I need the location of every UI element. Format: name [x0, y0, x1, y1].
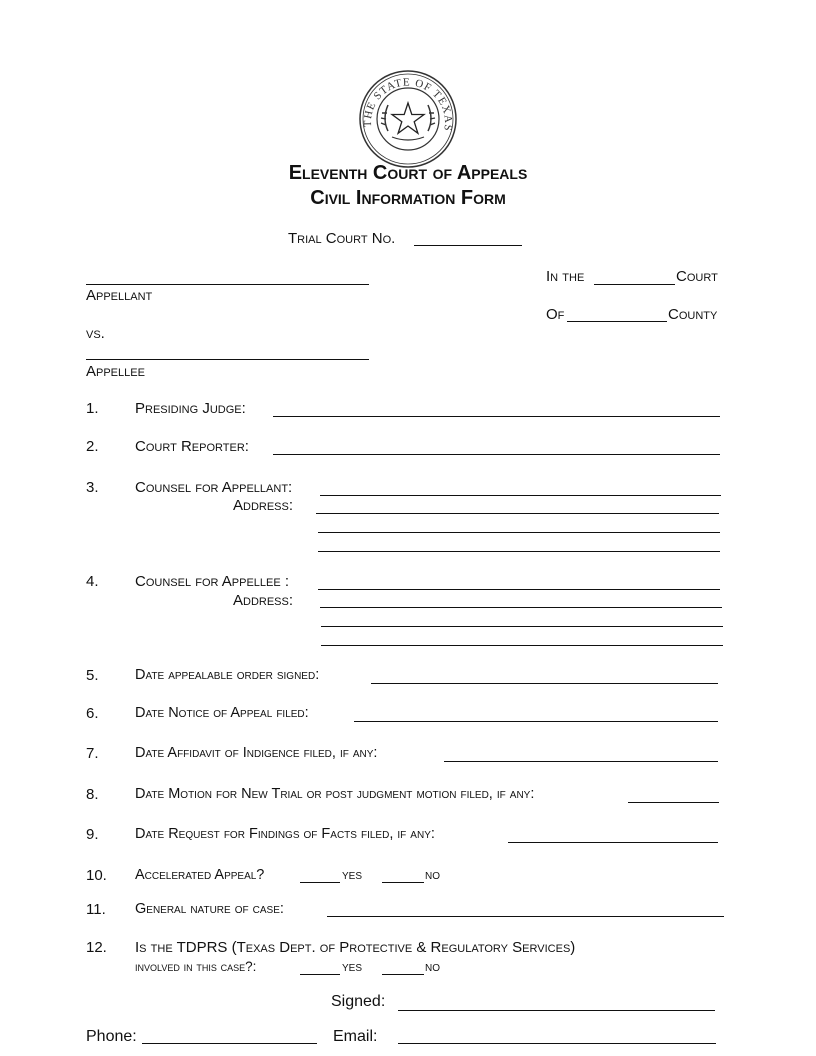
court-name-field[interactable]: [594, 284, 675, 285]
accelerated-no-label: no: [425, 867, 440, 883]
of-label: Of: [546, 306, 565, 323]
tdprs-question-label: Is the TDPRS (Texas Dept. of Protective & Regulatory Services): [135, 939, 576, 956]
counsel-appellant-label: Counsel for Appellant:: [135, 479, 293, 496]
item-number-5: 5.: [86, 667, 99, 684]
tdprs-question-label-2: involved in this case?:: [135, 959, 257, 974]
item-number-3: 3.: [86, 479, 99, 496]
tdprs-yes-label: yes: [342, 959, 363, 975]
form-subtitle: Civil Information Form: [310, 187, 506, 209]
email-field[interactable]: [398, 1043, 716, 1044]
counsel-appellee-field[interactable]: [318, 589, 720, 590]
appellant-name-field[interactable]: [86, 284, 369, 285]
counsel-appellant-address-line-2[interactable]: [318, 532, 720, 533]
tdprs-no-field[interactable]: [382, 974, 424, 975]
court-reporter-field[interactable]: [273, 454, 720, 455]
item-number-8: 8.: [86, 786, 99, 803]
date-request-findings-label: Date Request for Findings of Facts filed, if any:: [135, 826, 435, 842]
form-title: Eleventh Court of Appeals: [288, 162, 528, 184]
counsel-appellee-label: Counsel for Appellee :: [135, 573, 290, 590]
item-number-11: 11.: [86, 901, 106, 918]
in-the-label: In the: [546, 268, 585, 285]
tdprs-yes-field[interactable]: [300, 974, 340, 975]
date-motion-new-trial-field[interactable]: [628, 802, 719, 803]
counsel-appellee-address-label: Address:: [233, 592, 294, 609]
county-name-field[interactable]: [567, 321, 667, 322]
item-number-10: 10.: [86, 867, 107, 884]
counsel-appellee-address-line-1[interactable]: [320, 607, 722, 608]
svg-text:THE STATE OF TEXAS: THE STATE OF TEXAS: [361, 76, 455, 133]
item-number-12: 12.: [86, 939, 107, 956]
signed-label: Signed:: [331, 993, 386, 1010]
appellant-label: Appellant: [86, 287, 153, 304]
item-number-6: 6.: [86, 705, 99, 722]
presiding-judge-field[interactable]: [273, 416, 720, 417]
court-label: Court: [676, 268, 718, 285]
trial-court-no-field[interactable]: [414, 245, 522, 246]
accelerated-yes-field[interactable]: [300, 882, 340, 883]
counsel-appellant-address-line-1[interactable]: [316, 513, 719, 514]
accelerated-no-field[interactable]: [382, 882, 424, 883]
email-label: Email:: [333, 1028, 378, 1045]
accelerated-yes-label: yes: [342, 867, 363, 883]
presiding-judge-label: Presiding Judge:: [135, 400, 246, 417]
counsel-appellee-address-line-3[interactable]: [321, 645, 723, 646]
general-nature-label: General nature of case:: [135, 901, 284, 917]
county-label: County: [668, 306, 718, 323]
item-number-1: 1.: [86, 400, 99, 417]
signature-field[interactable]: [398, 1010, 715, 1011]
counsel-appellant-address-label: Address:: [233, 497, 294, 514]
accelerated-appeal-label: Accelerated Appeal?: [135, 867, 265, 883]
general-nature-field[interactable]: [327, 916, 724, 917]
item-number-7: 7.: [86, 745, 99, 762]
phone-label: Phone:: [86, 1028, 137, 1045]
date-order-signed-label: Date appealable order signed:: [135, 667, 320, 683]
date-order-signed-field[interactable]: [371, 683, 718, 684]
date-affidavit-field[interactable]: [444, 761, 718, 762]
date-notice-appeal-field[interactable]: [354, 721, 718, 722]
date-affidavit-label: Date Affidavit of Indigence filed, if any:: [135, 745, 378, 761]
date-request-findings-field[interactable]: [508, 842, 718, 843]
counsel-appellee-address-line-2[interactable]: [321, 626, 723, 627]
date-notice-appeal-label: Date Notice of Appeal filed:: [135, 705, 309, 721]
texas-state-seal-icon: [358, 69, 458, 169]
counsel-appellant-address-line-3[interactable]: [318, 551, 720, 552]
counsel-appellant-field[interactable]: [320, 495, 721, 496]
vs-label: vs.: [86, 325, 105, 342]
appellee-label: Appellee: [86, 363, 145, 380]
appellee-name-field[interactable]: [86, 359, 369, 360]
court-reporter-label: Court Reporter:: [135, 438, 249, 455]
tdprs-no-label: no: [425, 959, 440, 975]
phone-field[interactable]: [142, 1043, 317, 1044]
item-number-9: 9.: [86, 826, 99, 843]
item-number-2: 2.: [86, 438, 99, 455]
trial-court-no-label: Trial Court No.: [288, 230, 396, 247]
date-motion-new-trial-label: Date Motion for New Trial or post judgment motion filed, if any:: [135, 786, 535, 802]
item-number-4: 4.: [86, 573, 99, 590]
